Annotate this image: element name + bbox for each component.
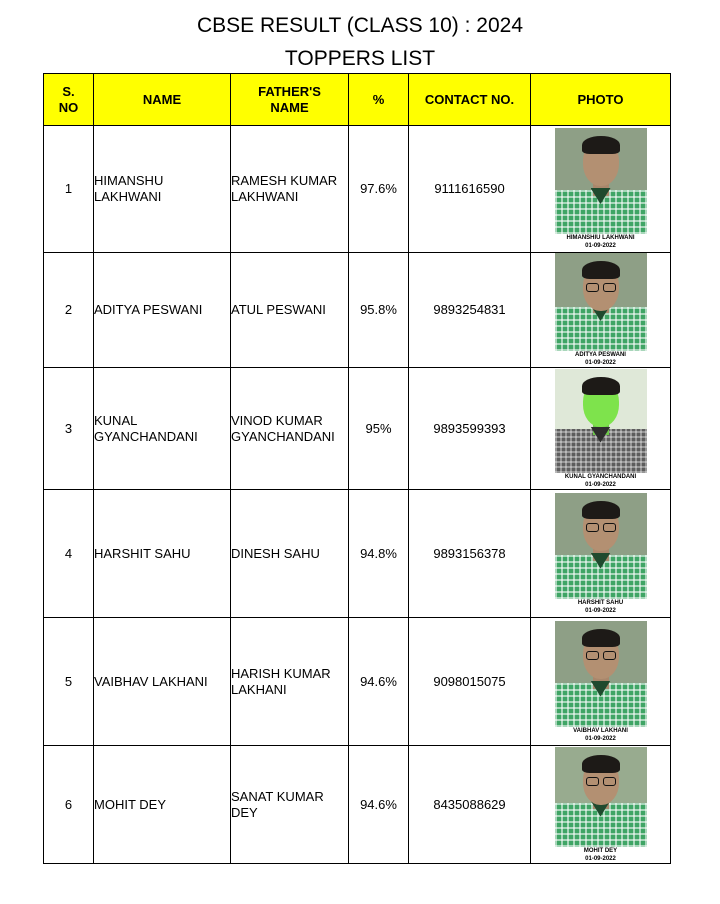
cell-father-name: DINESH SAHU xyxy=(231,490,349,618)
cell-contact: 9111616590 xyxy=(409,126,531,253)
cell-father-name: ATUL PESWANI xyxy=(231,253,349,368)
table-row xyxy=(44,490,671,618)
student-photo xyxy=(555,253,647,367)
header-father-name: FATHER'S NAME xyxy=(231,74,349,126)
cell-father-name: RAMESH KUMAR LAKHWANI xyxy=(231,126,349,253)
cell-contact: 9893599393 xyxy=(409,368,531,490)
cell-percent: 94.6% xyxy=(349,746,409,864)
cell-father-name: VINOD KUMAR GYANCHANDANI xyxy=(231,368,349,490)
student-photo xyxy=(555,621,647,743)
student-portrait xyxy=(555,493,647,599)
photo-caption-date: 01-09-2022 xyxy=(585,855,616,862)
cell-father-name: HARISH KUMAR LAKHANI xyxy=(231,618,349,746)
student-portrait xyxy=(555,128,647,234)
cell-contact: 9893254831 xyxy=(409,253,531,368)
photo-caption-date: 01-09-2022 xyxy=(585,243,616,249)
header-percent: % xyxy=(349,74,409,126)
table-row xyxy=(44,746,671,864)
table-row xyxy=(44,618,671,746)
cell-sno: 6 xyxy=(44,746,94,864)
cell-sno: 1 xyxy=(44,126,94,253)
cell-percent: 94.8% xyxy=(349,490,409,618)
cell-name: MOHIT DEY xyxy=(94,746,231,864)
cell-contact: 9098015075 xyxy=(409,618,531,746)
cell-sno: 3 xyxy=(44,368,94,490)
cell-name: HIMANSHU LAKHWANI xyxy=(94,126,231,253)
photo-caption-date: 01-09-2022 xyxy=(585,481,616,488)
cell-father-name: SANAT KUMAR DEY xyxy=(231,746,349,864)
photo-caption-name: KUNAL GYANCHANDANI xyxy=(564,473,637,480)
photo-caption-date: 01-09-2022 xyxy=(585,735,616,742)
photo-caption-name: VAIBHAV LAKHANI xyxy=(573,727,628,734)
student-portrait xyxy=(555,747,647,847)
photo-caption-name: MOHIT DEY xyxy=(583,847,618,854)
table-row xyxy=(44,253,671,368)
student-photo xyxy=(555,747,647,863)
cell-name: VAIBHAV LAKHANI xyxy=(94,618,231,746)
student-photo xyxy=(555,128,647,250)
cell-name: KUNAL GYANCHANDANI xyxy=(94,368,231,490)
cell-percent: 94.6% xyxy=(349,618,409,746)
cell-percent: 97.6% xyxy=(349,126,409,253)
photo-caption-name: ADITYA PESWANI xyxy=(575,352,626,358)
cell-sno: 2 xyxy=(44,253,94,368)
page-title: CBSE RESULT (CLASS 10) : 2024 xyxy=(196,14,524,37)
cell-photo xyxy=(531,490,671,618)
student-photo xyxy=(555,369,647,489)
student-photo xyxy=(555,493,647,615)
table-row xyxy=(44,368,671,490)
cell-photo xyxy=(531,126,671,253)
student-portrait xyxy=(555,369,647,473)
header-name: NAME xyxy=(94,74,231,126)
photo-caption-name: HARSHIT SAHU xyxy=(577,599,624,606)
photo-caption-name: HIMANSHIU LAKHWANI xyxy=(566,235,635,241)
toppers-table xyxy=(43,73,671,864)
header-contact: CONTACT NO. xyxy=(409,74,531,126)
student-portrait xyxy=(555,621,647,727)
photo-caption-date: 01-09-2022 xyxy=(585,607,616,614)
cell-percent: 95% xyxy=(349,368,409,490)
cell-name: HARSHIT SAHU xyxy=(94,490,231,618)
cell-photo xyxy=(531,746,671,864)
cell-percent: 95.8% xyxy=(349,253,409,368)
cell-photo xyxy=(531,618,671,746)
cell-sno: 5 xyxy=(44,618,94,746)
header-sno: S. NO xyxy=(44,74,94,126)
cell-name: ADITYA PESWANI xyxy=(94,253,231,368)
cell-photo xyxy=(531,368,671,490)
page-subtitle: TOPPERS LIST xyxy=(284,47,436,70)
cell-photo xyxy=(531,253,671,368)
cell-contact: 9893156378 xyxy=(409,490,531,618)
header-photo: PHOTO xyxy=(531,74,671,126)
student-portrait xyxy=(555,253,647,351)
table-header-row xyxy=(44,74,671,126)
cell-sno: 4 xyxy=(44,490,94,618)
table-row xyxy=(44,126,671,253)
photo-caption-date: 01-09-2022 xyxy=(585,360,616,366)
cell-contact: 8435088629 xyxy=(409,746,531,864)
